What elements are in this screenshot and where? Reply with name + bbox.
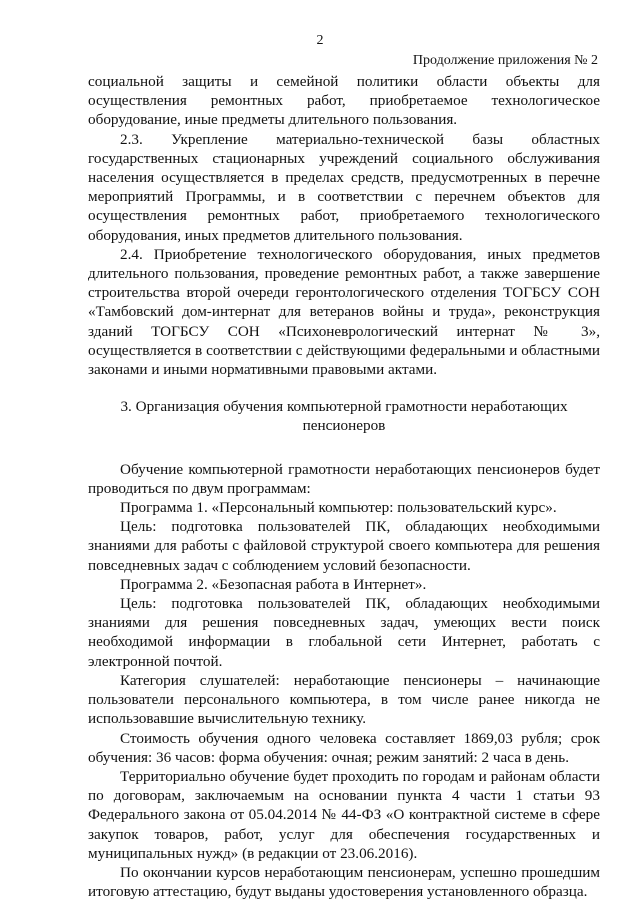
page-number: 2 [316, 33, 324, 48]
paragraph-continuation: социальной защиты и семейной политики области объекты для осуществления ремонтных работ, приобретаемое технологическое оборудование, иные предметы длительного пользования. [88, 73, 600, 129]
paragraph-goal-1: Цель: подготовка пользователей ПК, обладающих необходимыми знаниями для работы с файловой структурой своего компьютера для решения повседневных задач с соблюдением условий безопасности. [88, 518, 600, 574]
paragraph-goal-2: Цель: подготовка пользователей ПК, обладающих необходимыми знаниями для решения повседневных задач, умеющих вести поиск необходимой информации в глобальной сети Интернет, работать с электронной почтой. [88, 595, 600, 670]
paragraph-2-3: 2.3. Укрепление материально-технической базы областных государственных стационарных учреждений социального обслуживания населения осуществляется в пределах средств, предусмотренных в перечне мероприятий Программы, и в соответствии с перечнем объектов для осуществления ремонтных работ, приобретаемого технологического оборудования, иных предметов длительного пользования. [88, 130, 600, 244]
section-3-heading: 3. Организация обучения компьютерной грамотности неработающих пенсионеров [120, 398, 568, 435]
paragraph-training-intro: Обучение компьютерной грамотности неработающих пенсионеров будет проводиться по двум программам: [88, 460, 600, 497]
paragraph-cost: Стоимость обучения одного человека составляет 1869,03 рубля; срок обучения: 36 часов: форма обучения: очная; режим занятий: 2 часа в день. [88, 729, 600, 766]
paragraph-certificates: По окончании курсов неработающим пенсионерам, успешно прошедшим итоговую аттестацию, будут выданы удостоверения установленного образца. [88, 863, 600, 901]
paragraph-territorial: Территориально обучение будет проходить по городам и районам области по договорам, заключаемым на основании пункта 4 части 1 статьи 93 Федерального закона от 05.04.2014 № 44-ФЗ «О контрактной системе в сфере закупок товаров, работ, услуг для обеспечения государственных и муниципальных нужд» (в редакции от 23.06.2016). [88, 767, 600, 862]
paragraph-category: Категория слушателей: неработающие пенсионеры – начинающие пользователи персонального компьютера, в том числе ранее никогда не использовавшие вычислительную технику. [88, 671, 600, 728]
paragraph-program-2: Программа 2. «Безопасная работа в Интернет». [120, 575, 427, 593]
paragraph-program-1: Программа 1. «Персональный компьютер: пользовательский курс». [120, 499, 557, 517]
paragraph-2-4: 2.4. Приобретение технологического оборудования, иных предметов длительного пользования, проведение ремонтных работ, а также завершение строительства второй очереди геронтологического отделения ТОГБСУ СОН «Тамбовский дом-интернат для ветеранов войны и труда», реконструкция зданий ТОГБСУ СОН «Психоневрологический интернат № 3», осуществляется в соответствии с действующими федеральными и областными законами и иными нормативными правовыми актами. [88, 245, 600, 379]
document-body [88, 72, 600, 901]
appendix-continuation-note: Продолжение приложения № 2 [412, 53, 598, 68]
